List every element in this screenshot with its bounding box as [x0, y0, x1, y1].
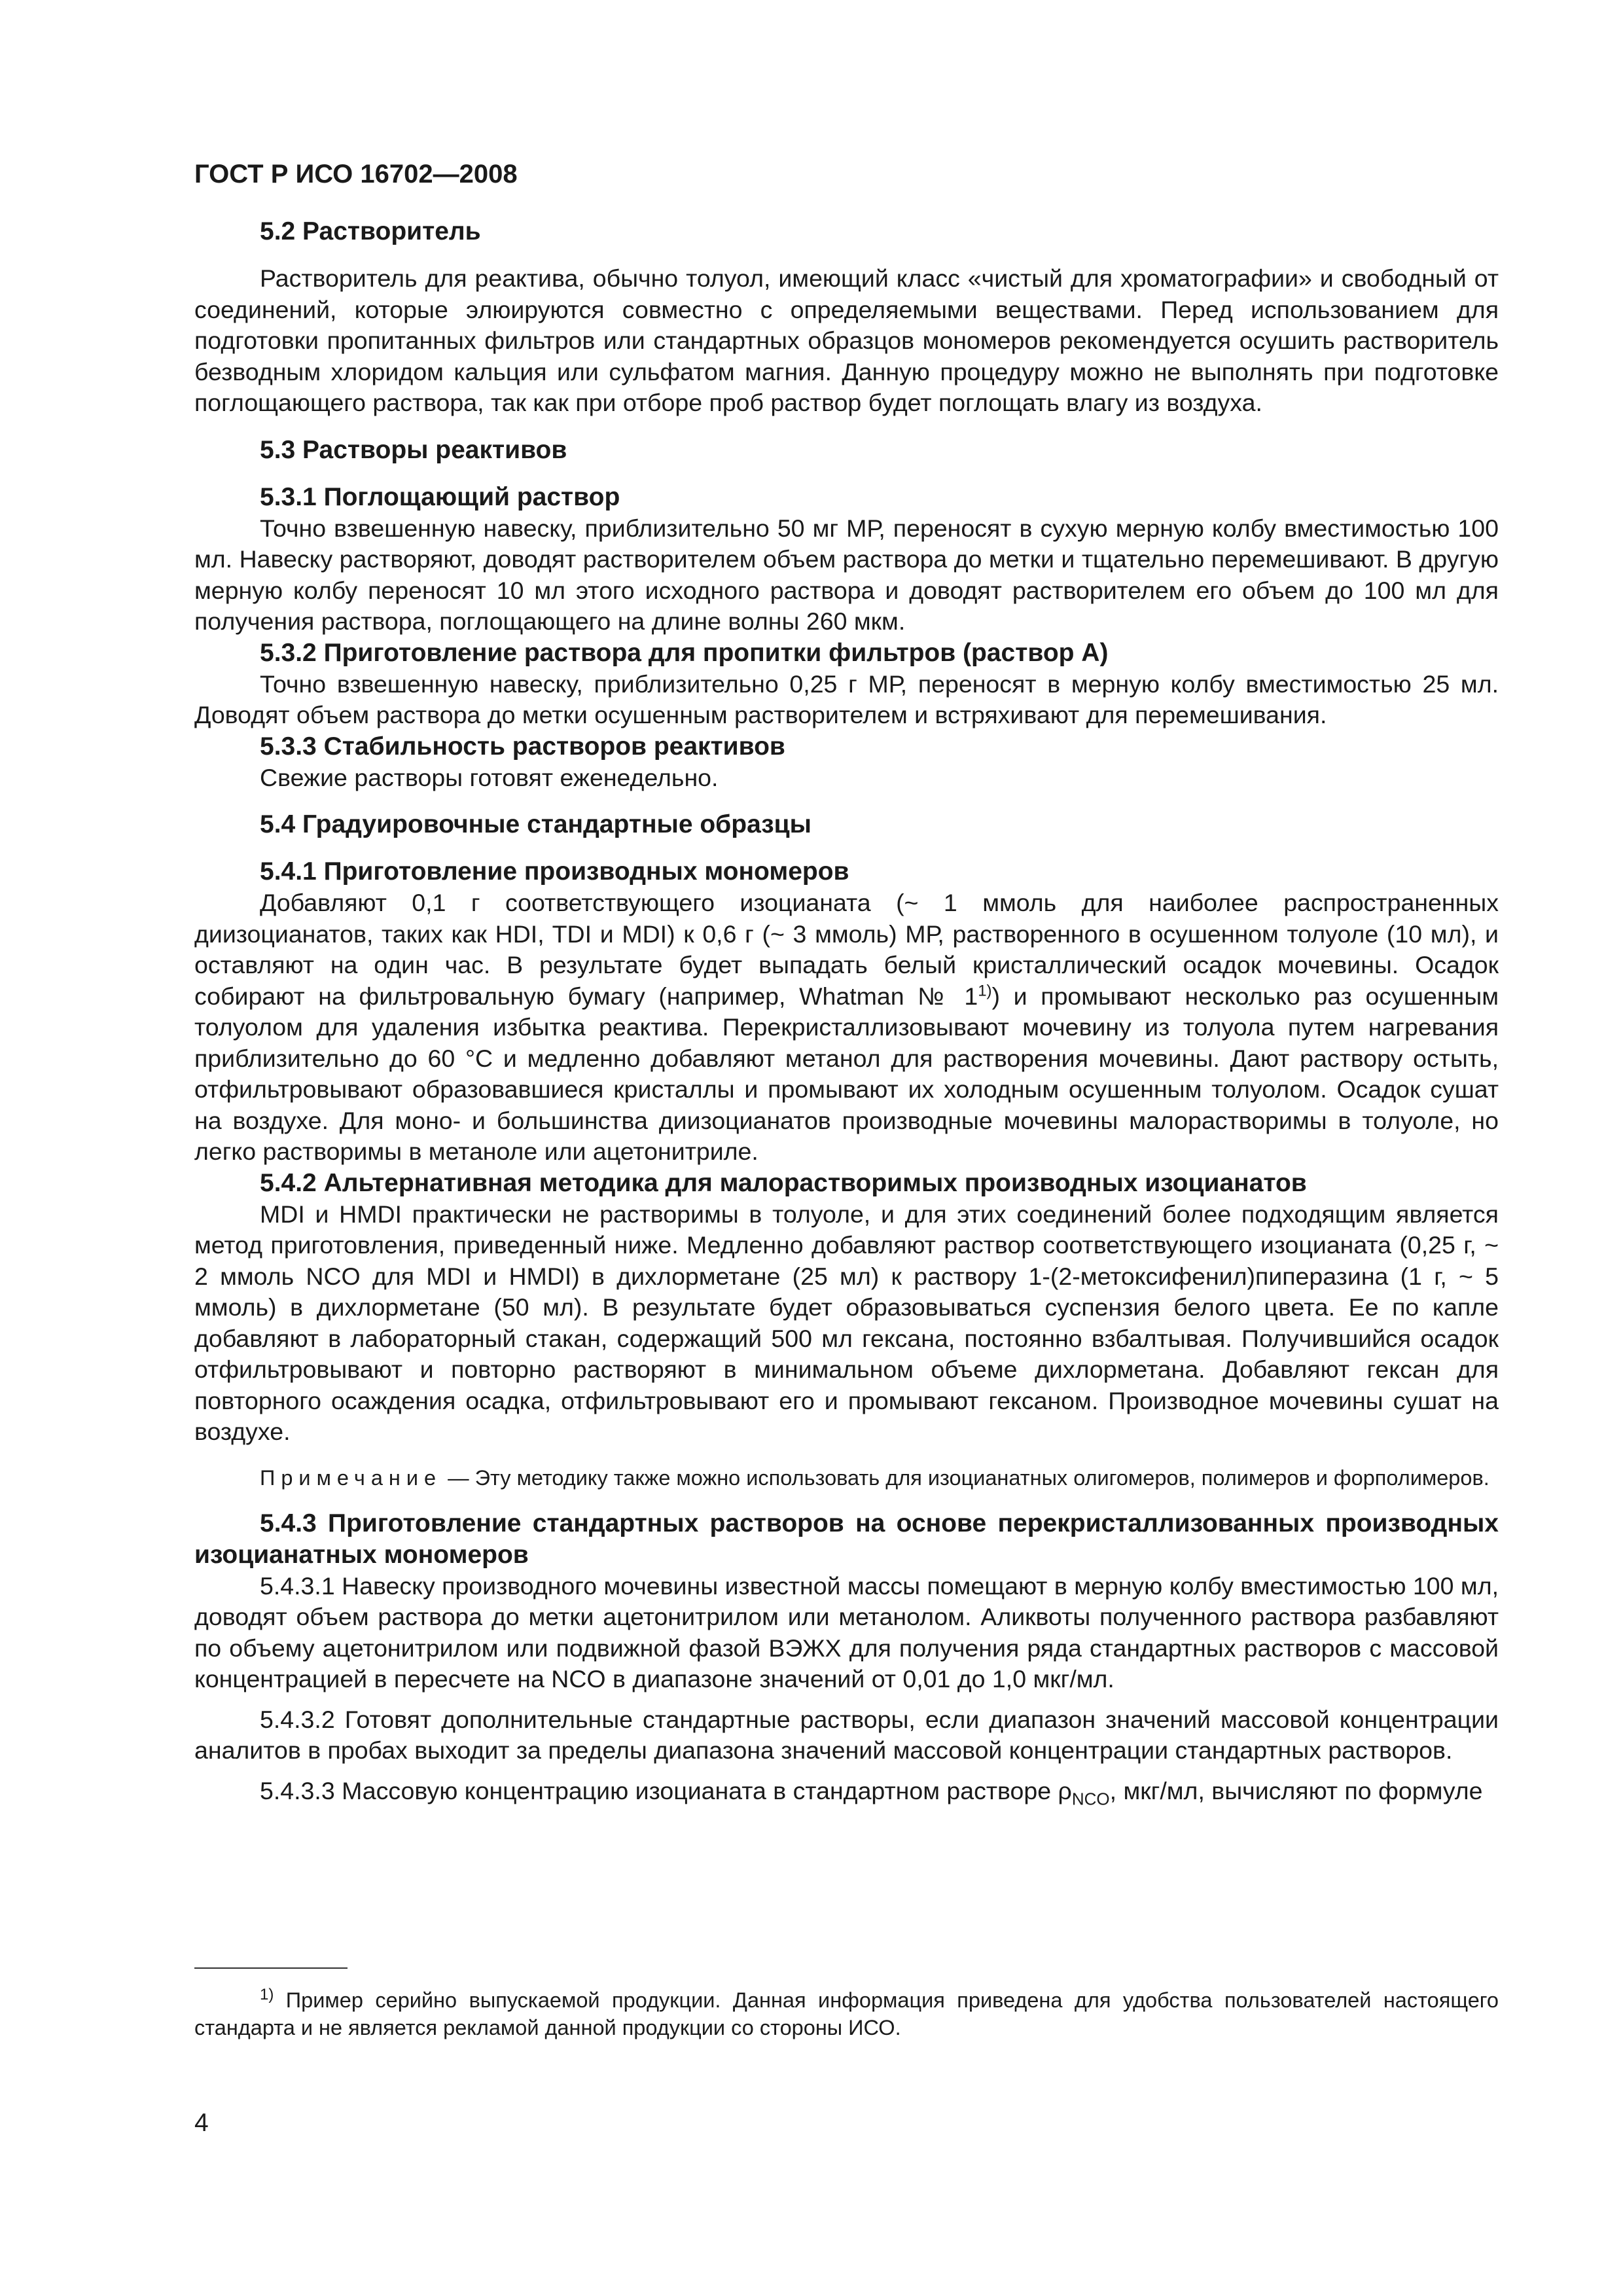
- section-5-4-1-text-b: ) и промывают несколько раз осушенным толуолом для удаления избытка реактива. Перекристаллизовывают мочевину из толуола путем нагревания приблизительно до 60 °С и медленно добавляют метанол для растворения мочевины. Дают раствору остыть, отфильтровывают образовавшиеся кристаллы и промывают их холодным осушенным толуолом. Осадок сушат на воздухе. Для моно- и большинства диизоцианатов производные мочевины малорастворимы в толуоле, но легко растворимы в метаноле или ацетонитриле.: [194, 982, 1499, 1165]
- section-5-4-3-2-text: 5.4.3.2 Готовят дополнительные стандартные растворы, если диапазон значений массовой концентрации аналитов в пробах выходит за пределы диапазона значений массовой концентрации стандартных растворов.: [194, 1705, 1499, 1764]
- section-5-4-1-text-a: Добавляют 0,1 г соответствующего изоцианата (~ 1 ммоль для наиболее распространенных диизоцианатов, таких как HDI, TDI и MDI) к 0,6 г (~ 3 ммоль) МР, растворенного в осушенном толуоле (10 мл), и оставляют на один час. В результате будет выпадать белый кристаллический осадок мочевины. Осадок собирают на фильтровальную бумагу (например, Whatman № 1: [194, 889, 1499, 1010]
- section-5-4-1-text: [194, 888, 1499, 1168]
- note: [194, 1463, 1499, 1492]
- section-5-3-2-text: Точно взвешенную навеску, приблизительно 0,25 г МР, переносят в мерную колбу вместимостью 25 мл. Доводят объем раствора до метки осушенным растворителем и встряхивают для перемешивания.: [194, 670, 1499, 728]
- note-text: — Эту методику также можно использовать для изоцианатных олигомеров, полимеров и форполимеров.: [442, 1465, 1489, 1490]
- section-5-4-2-heading: 5.4.2 Альтернативная методика для малорастворимых производных изоцианатов: [260, 1168, 1307, 1197]
- rho-subscript: NCO: [1071, 1789, 1110, 1808]
- section-5-3-3-heading: 5.3.3 Стабильность растворов реактивов: [260, 732, 785, 761]
- section-5-4-3-3-text-a: 5.4.3.3 Массовую концентрацию изоцианата в стандартном растворе: [260, 1776, 1058, 1804]
- footnote-divider: [194, 1967, 348, 1969]
- section-5-2-text: Растворитель для реактива, обычно толуол, имеющий класс «чистый для хроматографии» и свободный от соединений, которые элюируются совместно с определяемыми веществами. Перед использованием для подготовки пропитанных фильтров или стандартных образцов мономеров рекомендуется осушить растворитель безводным хлоридом кальция или сульфатом магния. Данную процедуру можно не выполнять при подготовке поглощающего раствора, так как при отборе проб раствор будет поглощать влагу из воздуха.: [194, 264, 1499, 416]
- section-5-3-1-heading: 5.3.1 Поглощающий раствор: [260, 482, 620, 511]
- section-5-3-3-text: Свежие растворы готовят еженедельно.: [260, 763, 719, 791]
- page-number: 4: [194, 2109, 209, 2137]
- section-5-3-2-heading: 5.3.2 Приготовление раствора для пропитки фильтров (раствор А): [260, 638, 1109, 667]
- document-header: ГОСТ Р ИСО 16702—2008: [194, 160, 518, 188]
- section-5-3-1-text: Точно взвешенную навеску, приблизительно 50 мг МР, переносят в сухую мерную колбу вместимостью 100 мл. Навеску растворяют, доводят растворителем объем раствора до метки и тщательно перемешивают. В другую мерную колбу переносят 10 мл этого исходного раствора и доводят растворителем его объем до 100 мл для получения раствора, поглощающего на длине волны 260 мкм.: [194, 514, 1499, 635]
- section-5-4-3-3-text-b: , мкг/мл, вычисляют по формуле: [1109, 1776, 1483, 1804]
- section-5-4-1-heading: 5.4.1 Приготовление производных мономеров: [260, 857, 849, 886]
- section-5-2-heading: 5.2 Растворитель: [260, 217, 481, 245]
- rho-symbol: ρ: [1058, 1776, 1072, 1804]
- note-label: Примечание: [260, 1465, 442, 1490]
- footnote-text: Пример серийно выпускаемой продукции. Данная информация приведена для удобства пользователей настоящего стандарта и не является рекламой данной продукции со стороны ИСО.: [194, 1988, 1499, 2039]
- document-page: [194, 157, 1499, 1806]
- section-5-4-2-text: MDI и HMDI практически не растворимы в толуоле, и для этих соединений более подходящим является метод приготовления, приведенный ниже. Медленно добавляют раствор соответствующего изоцианата (0,25 г, ~ 2 ммоль NCO для MDI и HMDI) в дихлорметане (25 мл) к раствору 1-(2-метоксифенил)пиперазина (1 г, ~ 5 ммоль) в дихлорметане (50 мл). В результате будет образовываться суспензия белого цвета. Ее по капле добавляют в лабораторный стакан, содержащий 500 мл гексана, постоянно взбалтывая. Получившийся осадок отфильтровывают и повторно растворяют в минимальном объеме дихлорметана. Добавляют гексан для повторного осаждения осадка, отфильтровывают его и промывают гексаном. Производное мочевины сушат на воздухе.: [194, 1200, 1499, 1445]
- footnote-marker: 1): [260, 1986, 274, 2004]
- footnote-reference: 1): [978, 982, 992, 999]
- section-5-4-3-3-text: [194, 1776, 1499, 1807]
- section-5-4-3-heading: 5.4.3 Приготовление стандартных растворов на основе перекристаллизованных производных изоцианатных мономеров: [194, 1509, 1499, 1569]
- section-5-3-heading: 5.3 Растворы реактивов: [260, 435, 567, 464]
- section-5-4-heading: 5.4 Градуировочные стандартные образцы: [260, 810, 812, 838]
- section-5-4-3-1-text: 5.4.3.1 Навеску производного мочевины известной массы помещают в мерную колбу вместимостью 100 мл, доводят объем раствора до метки ацетонитрилом или метанолом. Аликвоты полученного раствора разбавляют по объему ацетонитрилом или подвижной фазой ВЭЖХ для получения ряда стандартных растворов с массовой концентрацией в пересчете на NCO в диапазоне значений от 0,01 до 1,0 мкг/мл.: [194, 1571, 1499, 1693]
- footnote: [194, 1986, 1499, 2041]
